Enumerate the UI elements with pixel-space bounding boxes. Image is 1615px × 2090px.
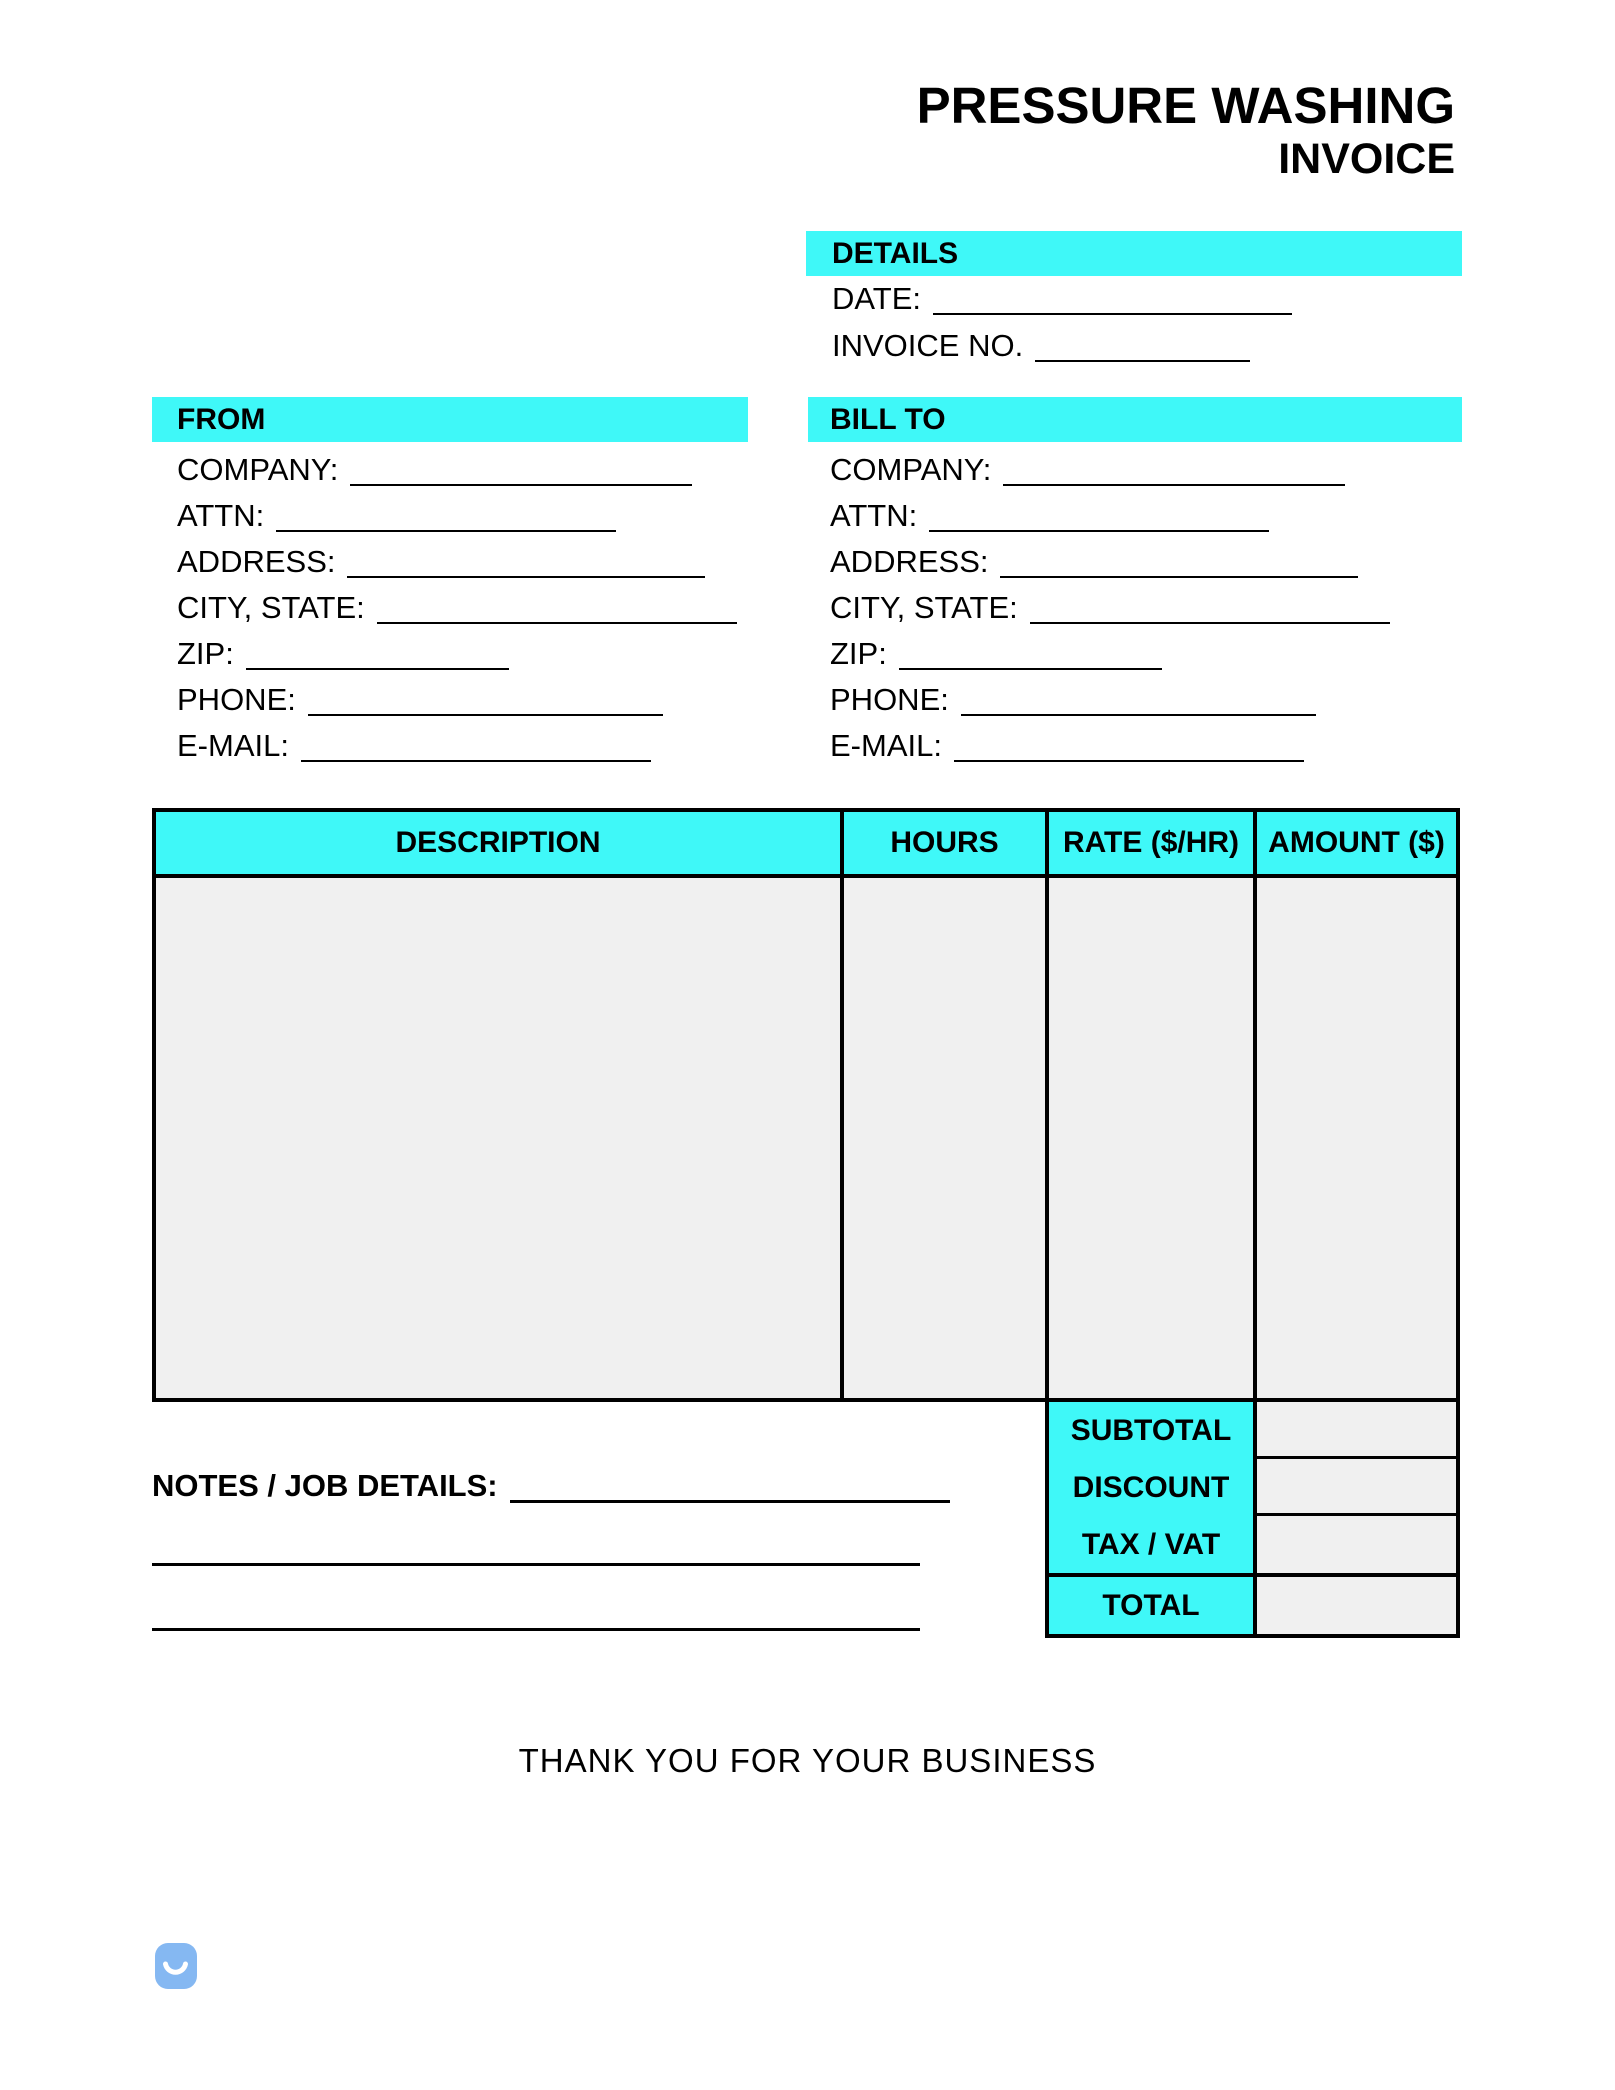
details-header-label: DETAILS [832, 236, 959, 270]
tax-vat-label: TAX / VAT [1049, 1516, 1253, 1573]
notes-label: NOTES / JOB DETAILS: [152, 1468, 498, 1503]
from-email-input-line[interactable] [301, 752, 651, 762]
column-header-description: DESCRIPTION [156, 812, 840, 878]
from-city-state-input-line[interactable] [377, 614, 737, 624]
bill-to-zip-label: ZIP: [830, 636, 887, 671]
from-zip-input-line[interactable] [246, 660, 509, 670]
from-attn-label: ATTN: [177, 498, 265, 533]
bill-to-section-header [808, 397, 1462, 442]
bill-to-phone-row [830, 684, 1316, 716]
bill-to-attn-label: ATTN: [830, 498, 918, 533]
invoice-no-input-line[interactable] [1035, 352, 1250, 362]
details-section-header [806, 231, 1462, 276]
amount-entry-cell[interactable] [1253, 878, 1456, 1398]
from-email-row [177, 730, 651, 762]
subtotal-value-cell[interactable] [1253, 1402, 1456, 1459]
notes-row [152, 1469, 950, 1503]
invoice-no-field-row [832, 330, 1250, 362]
bill-to-email-label: E-MAIL: [830, 728, 942, 763]
invoice-no-label: INVOICE NO. [832, 328, 1024, 363]
thank-you-message: THANK YOU FOR YOUR BUSINESS [518, 1742, 1097, 1779]
bill-to-email-input-line[interactable] [954, 752, 1304, 762]
from-address-row [177, 546, 705, 578]
bill-to-header-label: BILL TO [830, 402, 946, 436]
from-company-row [177, 454, 692, 486]
page-title: PRESSURE WASHING [916, 77, 1455, 134]
rate-entry-cell[interactable] [1045, 878, 1253, 1398]
from-address-label: ADDRESS: [177, 544, 336, 579]
from-phone-label: PHONE: [177, 682, 296, 717]
subtotal-label: SUBTOTAL [1049, 1402, 1253, 1459]
bill-to-city-state-row [830, 592, 1390, 624]
notes-input-line-1[interactable] [510, 1492, 950, 1503]
description-entry-cell[interactable] [156, 878, 840, 1398]
column-header-rate: RATE ($/HR) [1045, 812, 1253, 878]
from-city-state-row [177, 592, 737, 624]
from-company-label: COMPANY: [177, 452, 339, 487]
notes-input-line-2[interactable] [152, 1563, 920, 1566]
from-zip-row [177, 638, 509, 670]
brand-smile-icon [155, 1943, 197, 1989]
from-phone-input-line[interactable] [308, 706, 663, 716]
date-input-line[interactable] [933, 305, 1292, 315]
column-header-hours: HOURS [840, 812, 1045, 878]
bill-to-city-state-input-line[interactable] [1030, 614, 1390, 624]
bill-to-attn-input-line[interactable] [929, 522, 1269, 532]
from-company-input-line[interactable] [350, 476, 692, 486]
bill-to-phone-input-line[interactable] [961, 706, 1316, 716]
from-address-input-line[interactable] [347, 568, 705, 578]
from-phone-row [177, 684, 663, 716]
from-attn-row [177, 500, 616, 532]
bill-to-company-label: COMPANY: [830, 452, 992, 487]
bill-to-email-row [830, 730, 1304, 762]
from-zip-label: ZIP: [177, 636, 234, 671]
line-items-table [152, 808, 1460, 1402]
date-label: DATE: [832, 281, 921, 316]
bill-to-company-row [830, 454, 1345, 486]
column-header-amount: AMOUNT ($) [1253, 812, 1456, 878]
hours-entry-cell[interactable] [840, 878, 1045, 1398]
bill-to-address-label: ADDRESS: [830, 544, 989, 579]
page-subtitle: INVOICE [1278, 135, 1455, 183]
from-email-label: E-MAIL: [177, 728, 289, 763]
totals-block [1045, 1402, 1460, 1638]
bill-to-phone-label: PHONE: [830, 682, 949, 717]
from-section-header [152, 397, 748, 442]
total-value-cell[interactable] [1253, 1573, 1456, 1634]
tax-vat-value-cell[interactable] [1253, 1516, 1456, 1573]
bill-to-zip-row [830, 638, 1162, 670]
bill-to-address-row [830, 546, 1358, 578]
from-header-label: FROM [177, 402, 266, 436]
bill-to-attn-row [830, 500, 1269, 532]
discount-value-cell[interactable] [1253, 1459, 1456, 1516]
from-city-state-label: CITY, STATE: [177, 590, 365, 625]
smile-arc [155, 1943, 197, 1989]
from-attn-input-line[interactable] [276, 522, 616, 532]
bill-to-zip-input-line[interactable] [899, 660, 1162, 670]
date-field-row [832, 283, 1292, 315]
bill-to-city-state-label: CITY, STATE: [830, 590, 1018, 625]
bill-to-company-input-line[interactable] [1003, 476, 1345, 486]
total-label: TOTAL [1049, 1573, 1253, 1634]
discount-label: DISCOUNT [1049, 1459, 1253, 1516]
notes-input-line-3[interactable] [152, 1628, 920, 1631]
bill-to-address-input-line[interactable] [1000, 568, 1358, 578]
